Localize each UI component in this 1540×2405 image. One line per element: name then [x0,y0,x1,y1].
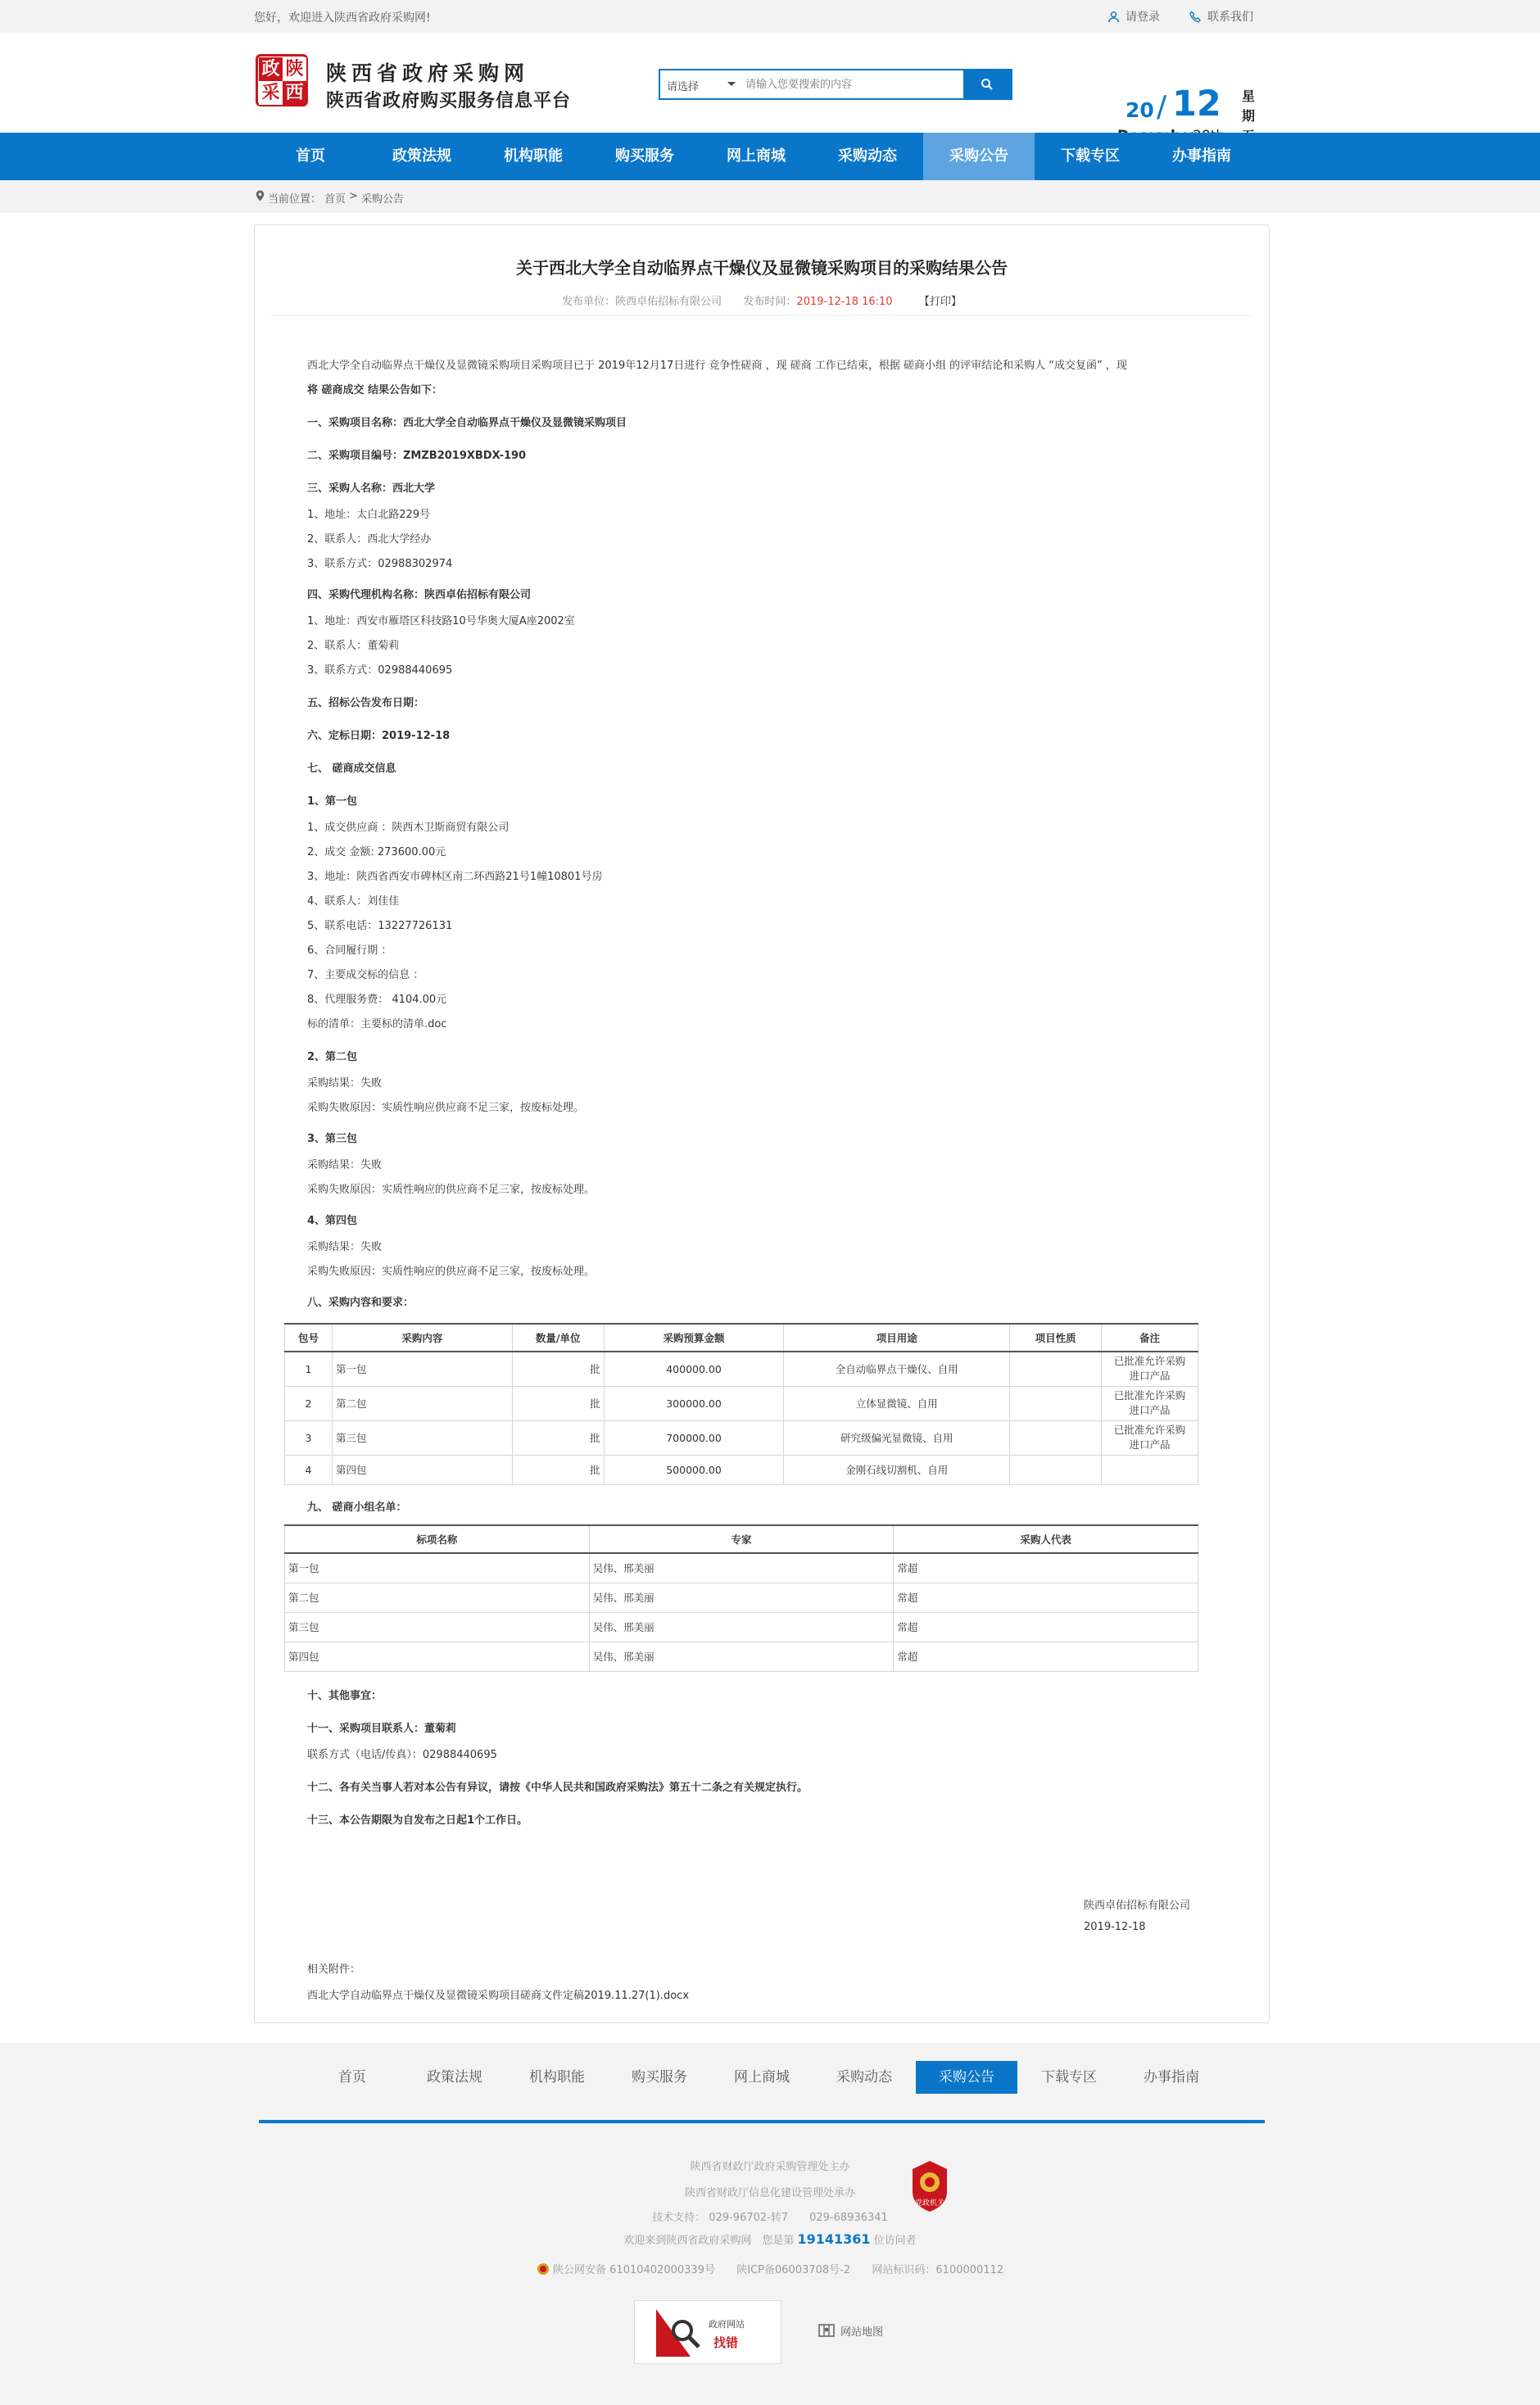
cell-unit: 批 [512,1352,604,1386]
cell-remark [1102,1455,1198,1484]
table-header: 项目性质 [1010,1324,1102,1352]
intro-line-2: 将 磋商成交 结果公告如下： [307,384,443,396]
remark-line: 已批准允许采购 [1113,1355,1186,1368]
cell-content: 第二包 [332,1386,512,1420]
package-3-result: 采购结果：失败 [307,1159,383,1171]
section-7: 七、 磋商成交信息 [307,763,396,775]
footer-organizer: 陕西省财政厅信息化建设管理处承办 [684,2187,855,2199]
login-label: 请登录 [1126,11,1160,24]
cell-nature [1010,1352,1102,1386]
package-1-amount: 2、成交 金额: 273600.00元 [307,846,446,858]
article-meta [255,292,1269,308]
attachment-link[interactable]: 西北大学自动临界点干燥仪及显微镜采购项目磋商文件定稿2019.11.27(1).docx [307,1990,690,2002]
breadcrumb-prefix: 当前位置： [268,193,322,206]
date-weekday: 星期 [1242,88,1256,124]
cell-budget: 500000.00 [604,1455,784,1484]
cell-rep: 常超 [894,1583,1198,1612]
table-header: 采购人代表 [894,1525,1198,1553]
remark-line: 进口产品 [1129,1438,1171,1451]
table-header: 专家 [589,1525,894,1553]
footer-nav-home[interactable]: 首页 [338,2069,366,2086]
agent-contact: 2、联系人：董菊莉 [307,640,400,652]
table-row [285,1352,1198,1386]
cell-content: 第一包 [332,1352,512,1386]
party-gov-badge[interactable] [909,2159,950,2213]
agent-address: 1、地址：西安市雁塔区科技路10号华奥大厦A座2002室 [307,615,575,627]
breadcrumb-current[interactable]: 采购公告 [360,193,404,206]
icp-record[interactable]: 陕ICP备06003708号-2 [736,2264,851,2276]
cell-expert: 吴伟、邢美丽 [589,1553,894,1583]
cell-use: 全自动临界点干燥仪、自用 [784,1352,1010,1386]
cell-nature [1010,1386,1102,1420]
table-header: 项目用途 [784,1324,1010,1352]
package-4-heading: 4、第四包 [307,1215,358,1227]
package-4-result: 采购结果：失败 [307,1241,383,1253]
login-link[interactable] [1107,8,1160,25]
remark-line: 进口产品 [1129,1404,1171,1416]
section-11: 十一、采购项目联系人：董菊莉 [307,1723,457,1735]
table-row [285,1455,1198,1484]
remark-line: 进口产品 [1129,1370,1171,1383]
footer-sponsor: 陕西省财政厅政府采购管理处主办 [690,2161,850,2173]
nav-news[interactable]: 采购动态 [838,147,897,165]
find-error-box[interactable] [634,2300,781,2364]
package-1-address: 3、地址：陕西省西安市碑林区南二环西路21号1幢10801号房 [307,871,603,883]
section-8: 八、采购内容和要求： [307,1297,414,1309]
agent-phone: 3、联系方式：02988440695 [307,664,453,677]
section-13: 十三、本公告期限为自发布之日起1个工作日。 [307,1814,528,1827]
nav-downloads[interactable]: 下载专区 [1061,147,1120,165]
footer-nav-news[interactable]: 采购动态 [836,2069,892,2086]
remark-line: 已批准允许采购 [1113,1389,1186,1402]
footer-nav-guide[interactable]: 办事指南 [1144,2069,1199,2086]
find-label-top: 政府网站 [709,2319,745,2330]
intro-line-1: 西北大学全自动临界点干燥仪及显微镜采购项目采购项目已于 2019年12月17日进行 竞争性磋商 ，现 磋商 工作已结束，根据 磋商小组 的评审结论和采购人 “成交复函” ，现 [307,360,1127,372]
section-12: 十二、各有关当事人若对本公告有异议，请按《中华人民共和国政府采购法》第五十二条之有关规定执行。 [307,1782,808,1794]
table-header: 采购预算金额 [604,1324,784,1352]
package-3-reason: 采购失败原因：实质性响应的供应商不足三家，按废标处理。 [307,1184,596,1196]
police-record[interactable]: 陕公网安备 61010402000339号 [553,2264,715,2276]
section-5: 五、招标公告发布日期： [307,697,425,709]
article-publisher: 发布单位：陕西卓佑招标有限公司 [562,296,722,308]
section-9: 九、 磋商小组名单： [307,1501,407,1514]
table-header: 包号 [285,1324,333,1352]
user-icon [1107,11,1120,23]
cell-use: 研究级偏光显微镜、自用 [784,1420,1010,1455]
cell-budget: 400000.00 [604,1352,784,1386]
cell-unit: 批 [512,1386,604,1420]
sitemap-icon [818,2321,836,2339]
date-slash: / [1157,90,1167,124]
print-button[interactable]: 【打印】 [918,296,962,308]
attachment-label: 相关附件： [307,1963,361,1976]
find-label-main: 找错 [713,2335,739,2350]
table-header: 采购内容 [332,1324,512,1352]
footer-nav-policy[interactable]: 政策法规 [427,2069,482,2086]
cell-name: 第二包 [285,1583,590,1612]
nav-policy[interactable]: 政策法规 [392,147,451,165]
search-category-label: 请选择 [667,81,700,93]
package-2-heading: 2、第二包 [307,1051,358,1063]
contact-link[interactable] [1189,8,1253,25]
police-badge-icon [537,2262,550,2276]
package-1-supplier: 1、成交供应商 ：陕西木卫斯商贸有限公司 [307,822,510,834]
badge-text: 党政机关 [914,2199,944,2208]
footer-visitor-count [0,2231,1540,2247]
purchaser-phone: 3、联系方式：02988302974 [307,558,453,570]
nav-guide[interactable]: 办事指南 [1172,147,1231,165]
visitor-suffix: 位访问者 [873,2235,917,2247]
table-header-row [285,1525,1198,1553]
search-bar [659,69,1012,100]
cell-budget: 300000.00 [604,1386,784,1420]
section-10: 十、其他事宜： [307,1690,383,1702]
cell-name: 第一包 [285,1553,590,1583]
cell-content: 第三包 [332,1420,512,1455]
search-icon [981,78,994,91]
table-header: 数量/单位 [512,1324,604,1352]
package-3-heading: 3、第三包 [307,1133,358,1145]
cell-expert: 吴伟、邢美丽 [589,1612,894,1642]
footer-nav-downloads[interactable]: 下载专区 [1041,2069,1097,2086]
welcome-text: 您好，欢迎进入陕西省政府采购网! [254,11,431,25]
table-row [285,1553,1198,1583]
cell-no: 2 [285,1386,333,1420]
visitor-prefix: 欢迎来到陕西省政府采购网 您是第 [623,2235,795,2247]
article-title: 关于西北大学全自动临界点干燥仪及显微镜采购项目的采购结果公告 [516,258,1008,278]
table-row [285,1612,1198,1642]
nav-announcements[interactable]: 采购公告 [923,133,1035,180]
section-3: 三、采购人名称：西北大学 [307,482,436,495]
package-1-period: 6、合同履行期 ： [307,944,392,957]
package-4-reason: 采购失败原因：实质性响应的供应商不足三家，按废标处理。 [307,1266,596,1278]
cell-nature [1010,1455,1102,1484]
site-header [0,33,1540,133]
package-1-contact: 4、联系人：刘佳佳 [307,895,400,908]
cell-rep: 常超 [894,1553,1198,1583]
logo-char: 政 [259,57,283,81]
date-day-number: 12 [1172,84,1221,125]
site-logo[interactable] [256,54,308,106]
cell-no: 3 [285,1420,333,1455]
nav-institution[interactable]: 机构职能 [504,147,563,165]
package-2-reason: 采购失败原因：实质性响应供应商不足三家，按废标处理。 [307,1102,585,1114]
cell-budget: 700000.00 [604,1420,784,1455]
cell-expert: 吴伟、邢美丽 [589,1642,894,1671]
nav-online-mall[interactable]: 网上商城 [727,147,786,165]
footer-nav-announcements[interactable]: 采购公告 [916,2061,1017,2094]
footer-nav-institution[interactable]: 机构职能 [529,2069,585,2086]
section-4: 四、采购代理机构名称：陕西卓佑招标有限公司 [307,589,532,601]
magnifier-icon [654,2308,712,2358]
contact-label: 联系我们 [1207,11,1253,24]
cell-remark [1102,1352,1198,1386]
cell-rep: 常超 [894,1612,1198,1642]
location-pin-icon [256,190,265,202]
search-category-select[interactable] [660,70,739,98]
logo-char: 采 [259,81,283,105]
cell-remark [1102,1420,1198,1455]
footer-nav-purchase-service[interactable]: 购买服务 [632,2069,687,2086]
remark-line: 已批准允许采购 [1113,1424,1186,1436]
table-row [285,1386,1198,1420]
cell-unit: 批 [512,1420,604,1455]
divider [271,315,1254,316]
article-time: 2019-12-18 16:10 [796,296,893,308]
purchaser-address: 1、地址：太白北路229号 [307,509,431,521]
table-header-row [285,1324,1198,1352]
footer-registration [0,2261,1540,2276]
panel-members-table [284,1524,1198,1672]
footer-nav-online-mall[interactable]: 网上商城 [734,2069,790,2086]
package-1-list-link[interactable]: 标的清单：主要标的清单.doc [307,1018,447,1030]
package-1-fee: 8、代理服务费： 4104.00元 [307,994,447,1006]
section-1: 一、采购项目名称：西北大学全自动临界点干燥仪及显微镜采购项目 [307,417,627,429]
cell-expert: 吴伟、邢美丽 [589,1583,894,1612]
package-1-phone: 5、联系电话：13227726131 [307,920,453,932]
footer-divider [259,2120,1265,2123]
cell-name: 第三包 [285,1612,590,1642]
breadcrumb [0,180,1540,213]
section-2: 二、采购项目编号：ZMZB2019XBDX-190 [307,450,527,462]
table-header: 备注 [1102,1324,1198,1352]
cell-remark [1102,1386,1198,1420]
section-6: 六、定标日期：2019-12-18 [307,730,451,742]
cell-rep: 常超 [894,1642,1198,1671]
table-row [285,1642,1198,1671]
search-button[interactable] [963,70,1011,98]
cell-nature [1010,1420,1102,1455]
search-input[interactable] [739,70,963,98]
procurement-table [284,1323,1198,1485]
cell-name: 第四包 [285,1642,590,1671]
package-2-result: 采购结果：失败 [307,1077,383,1089]
cell-no: 1 [285,1352,333,1386]
footer-tech-support: 技术支持： 029-96702-转7 029-68936341 [652,2212,888,2224]
site-title: 陕西省政府采购网 [326,61,530,85]
nav-purchase-service[interactable]: 购买服务 [615,147,674,165]
nav-home[interactable]: 首页 [296,147,325,165]
visitor-number: 19141361 [797,2231,871,2247]
table-row [285,1420,1198,1455]
site-code: 网站标识码：6100000112 [872,2264,1004,2276]
cell-use: 金刚石线切割机、自用 [784,1455,1010,1484]
table-header: 标项名称 [285,1525,590,1553]
breadcrumb-separator: > [349,190,358,202]
date-year: 20 [1126,98,1154,122]
main-nav [0,133,1540,180]
cell-unit: 批 [512,1455,604,1484]
phone-icon [1189,11,1202,23]
project-contact-phone: 联系方式（电话/传真）：02988440695 [307,1749,497,1761]
cell-no: 4 [285,1455,333,1484]
top-bar [0,0,1540,33]
article-panel [254,224,1270,2023]
breadcrumb-home[interactable]: 首页 [324,193,346,206]
logo-char: 西 [283,81,306,105]
site-subtitle: 陕西省政府购买服务信息平台 [326,91,572,111]
sitemap-link[interactable] [818,2321,883,2339]
table-row [285,1583,1198,1612]
caret-down-icon [727,82,736,86]
purchaser-contact: 2、联系人：西北大学经办 [307,533,432,546]
cell-content: 第四包 [332,1455,512,1484]
package-1-info: 7、主要成交标的信息 ： [307,969,424,981]
signature-org: 陕西卓佑招标有限公司 [1084,1900,1191,1912]
cell-use: 立体显微镜、自用 [784,1386,1010,1420]
logo-char: 陕 [283,57,306,81]
sitemap-label: 网站地图 [840,2326,884,2339]
signature-date: 2019-12-18 [1084,1921,1146,1933]
article-time-label: 发布时间： [743,296,797,308]
package-1-heading: 1、第一包 [307,795,358,808]
